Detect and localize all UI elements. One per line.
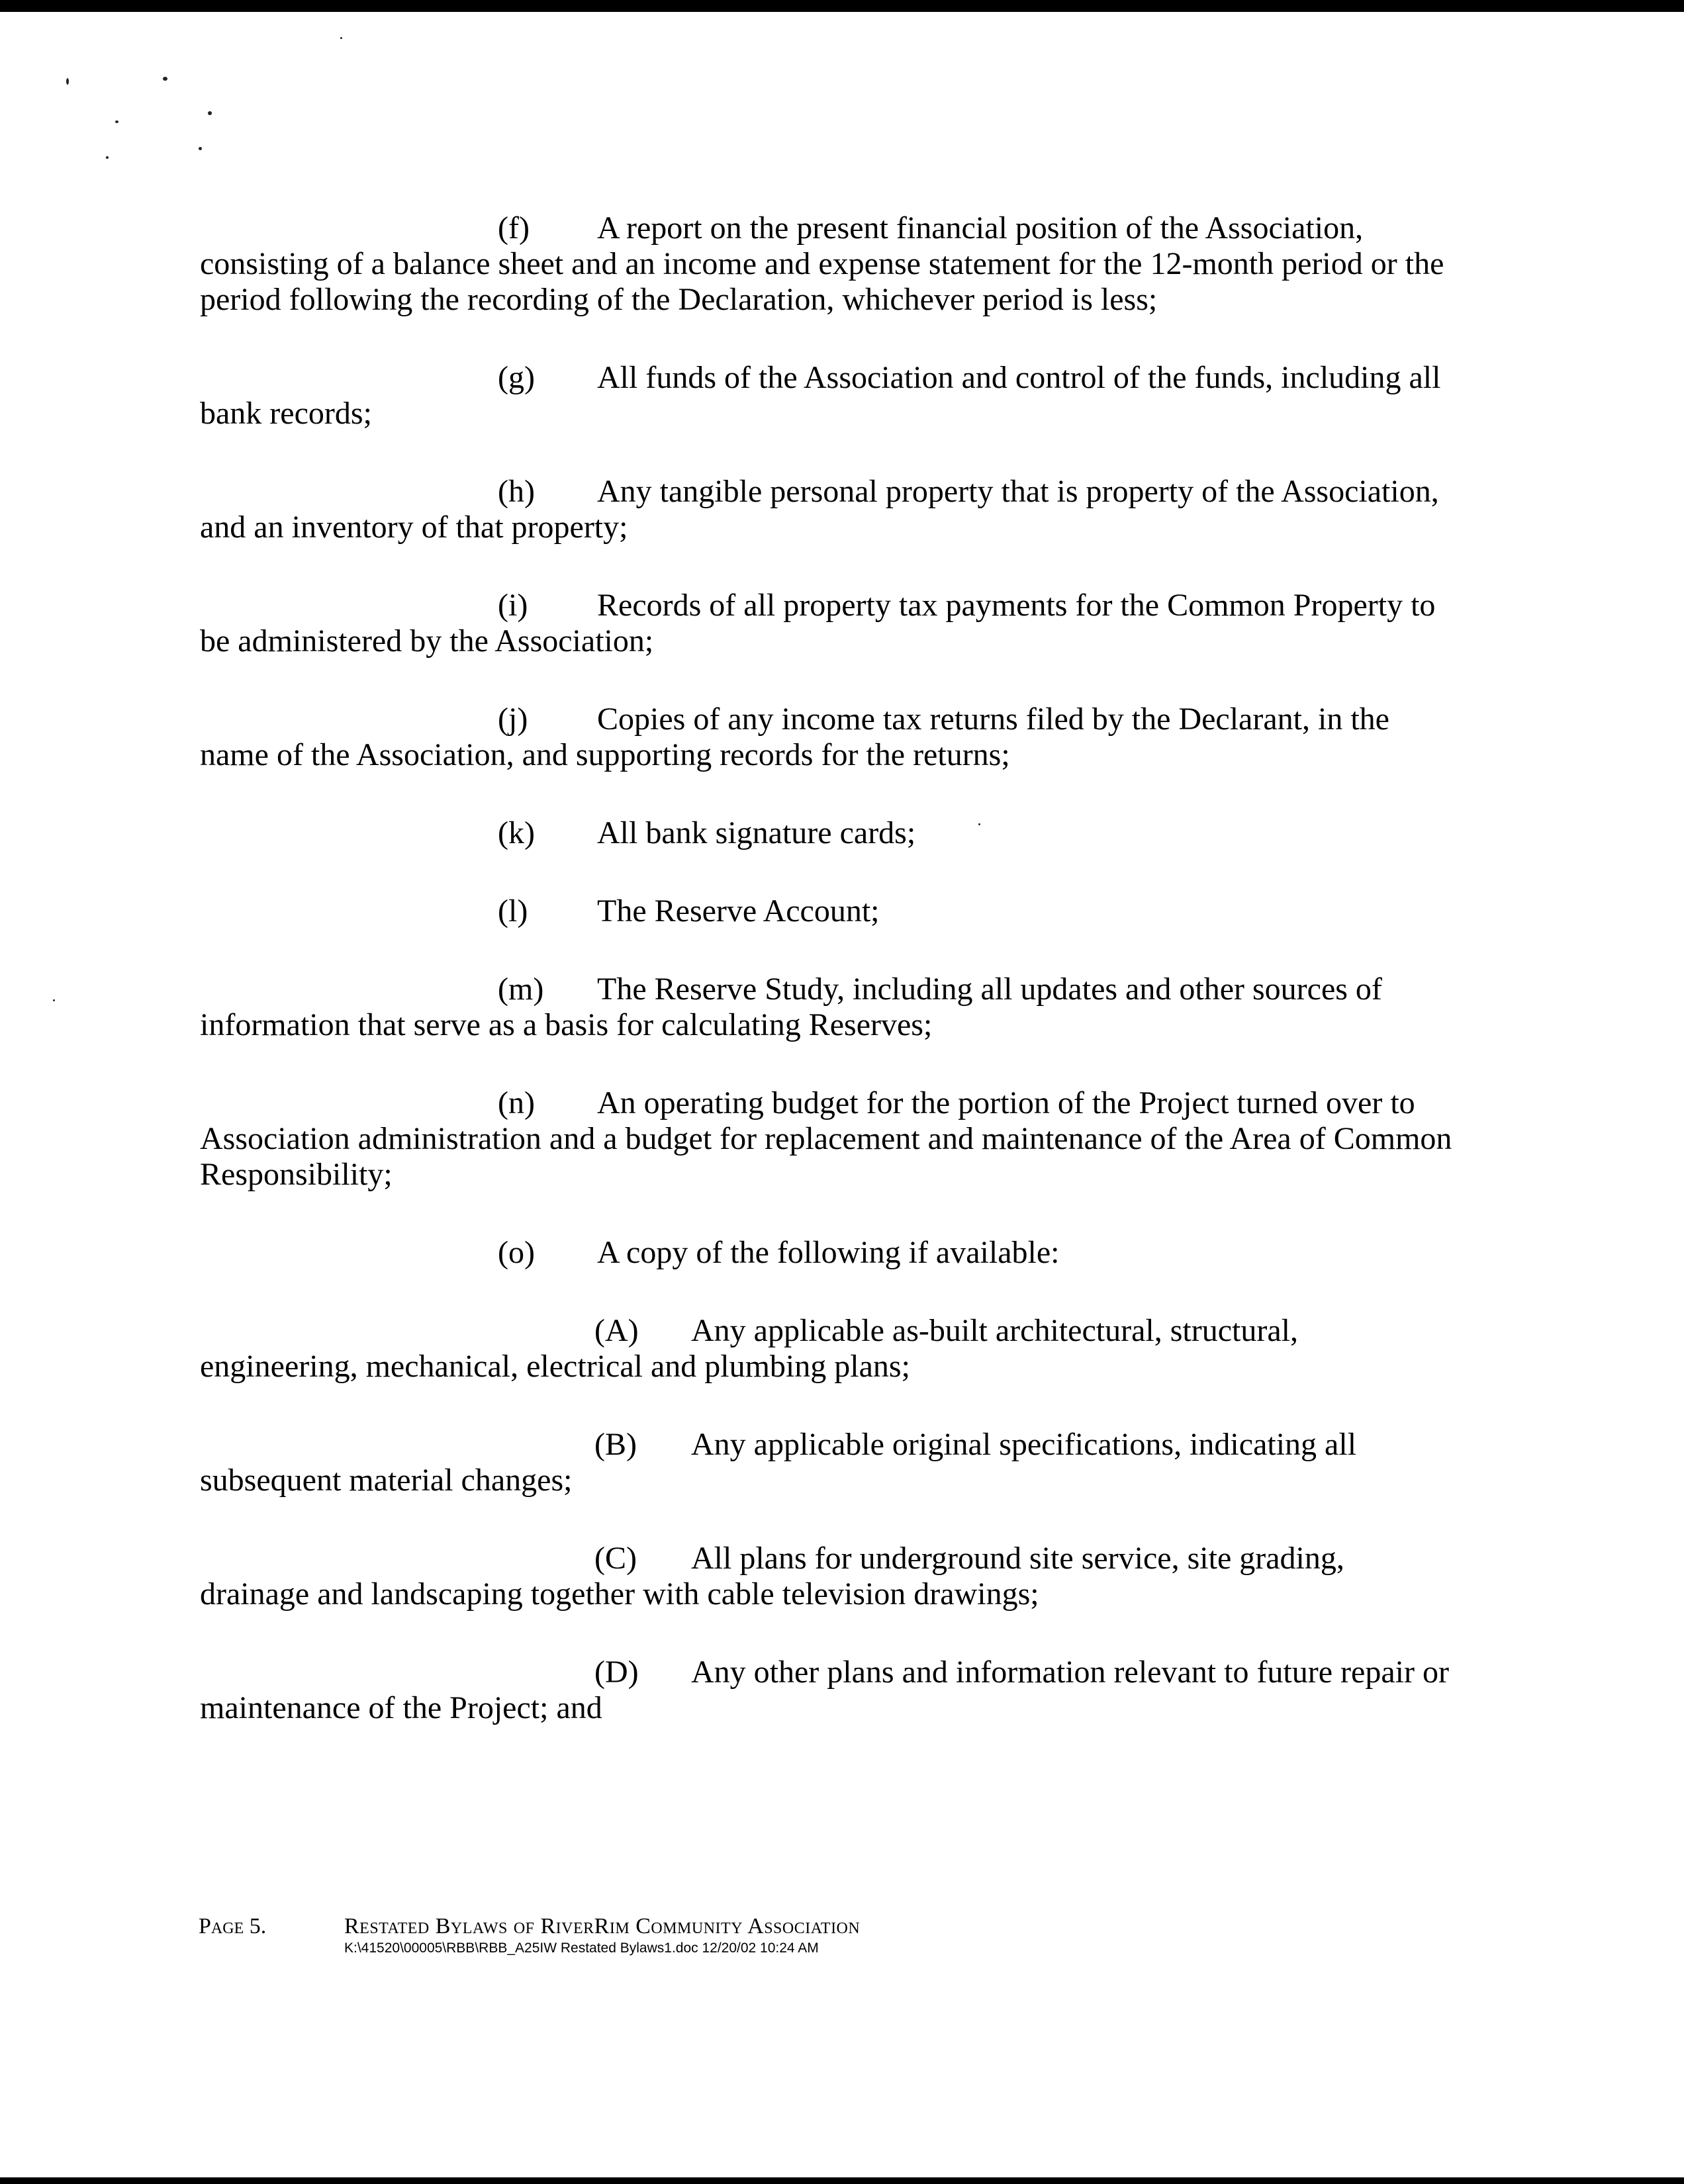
page-number-label: Page 5. [199,1914,267,1938]
list-item-g [200,360,1484,432]
item-marker: (h) [498,474,535,509]
sub-item-text-rest: drainage and landscaping together with cable television drawings; [200,1576,1039,1612]
scan-speck [208,111,212,115]
list-item-k [200,815,1484,851]
sub-item-marker: (D) [594,1655,639,1690]
item-text-first: Copies of any income tax returns filed by the Declarant, in the [597,702,1389,737]
scan-speck [115,120,118,123]
list-item-m [200,972,1484,1043]
list-item-o [200,1235,1484,1271]
item-marker: (f) [498,210,530,246]
item-text-rest: information that serve as a basis for calculating Reserves; [200,1007,933,1042]
item-text-first: A report on the present financial position of the Association, [597,210,1364,246]
item-text-first: The Reserve Account; [597,893,880,929]
item-text-first: A copy of the following if available: [597,1235,1060,1270]
list-item-l [200,893,1484,929]
sub-item-C [200,1541,1484,1612]
item-marker: (o) [498,1235,535,1270]
item-text-first: An operating budget for the portion of the Project turned over to [597,1085,1415,1120]
list-item-f [200,210,1484,318]
sub-item-text-first: Any applicable as-built architectural, structural, [691,1313,1298,1348]
item-text-first: All funds of the Association and control of the funds, including all [597,360,1441,395]
item-marker: (j) [498,702,528,737]
document-body [200,210,1484,1768]
scan-speck [66,78,69,85]
item-marker: (n) [498,1085,535,1120]
item-text-first: Any tangible personal property that is property of the Association, [597,474,1439,509]
scan-speck [340,37,342,39]
item-text-rest: and an inventory of that property; [200,510,628,545]
item-marker: (g) [498,360,535,395]
sub-item-B [200,1427,1484,1498]
scan-top-border [0,0,1684,12]
item-text-first: Records of all property tax payments for the Common Property to [597,588,1436,623]
file-path: K:\41520\00005\RBB\RBB_A25IW Restated Bylaws1.doc 12/20/02 10:24 AM [344,1940,819,1956]
sub-item-text-rest: engineering, mechanical, electrical and plumbing plans; [200,1349,910,1384]
item-text-rest: bank records; [200,396,372,431]
item-text-rest: consisting of a balance sheet and an income and expense statement for the 12-month period or the period following the recording of the Declaration, whichever period is less; [200,246,1444,317]
scan-speck [106,156,109,159]
sub-item-marker: (A) [594,1313,639,1348]
list-item-i [200,588,1484,659]
sub-item-text-first: Any applicable original specifications, indicating all [691,1427,1357,1462]
item-text-first: The Reserve Study, including all updates and other sources of [597,972,1382,1007]
document-title: Restated Bylaws of RiverRim Community Association [344,1914,861,1938]
sub-item-text-rest: subsequent material changes; [200,1463,573,1498]
sub-item-A [200,1313,1484,1385]
list-item-j [200,702,1484,773]
item-text-rest: Association administration and a budget for replacement and maintenance of the Area of Common Responsibility; [200,1121,1452,1192]
item-text-rest: name of the Association, and supporting records for the returns; [200,737,1010,772]
scan-bottom-border [0,2177,1684,2184]
item-text-rest: be administered by the Association; [200,623,654,659]
sub-item-text-first: Any other plans and information relevant to future repair or [691,1655,1449,1690]
item-marker: (k) [498,815,535,850]
page-footer [199,1914,1456,1956]
sub-item-text-rest: maintenance of the Project; and [200,1690,602,1725]
sub-item-D [200,1655,1484,1726]
sub-item-text-first: All plans for underground site service, site grading, [691,1541,1344,1576]
scan-speck [53,999,55,1001]
scan-speck [199,147,202,150]
scan-speck [163,77,167,81]
item-marker: (m) [498,972,544,1007]
item-text-first: All bank signature cards; [597,815,916,850]
sub-item-marker: (C) [594,1541,637,1576]
list-item-n [200,1085,1484,1193]
item-marker: (i) [498,588,528,623]
sub-item-marker: (B) [594,1427,637,1462]
item-marker: (l) [498,893,528,929]
list-item-h [200,474,1484,545]
